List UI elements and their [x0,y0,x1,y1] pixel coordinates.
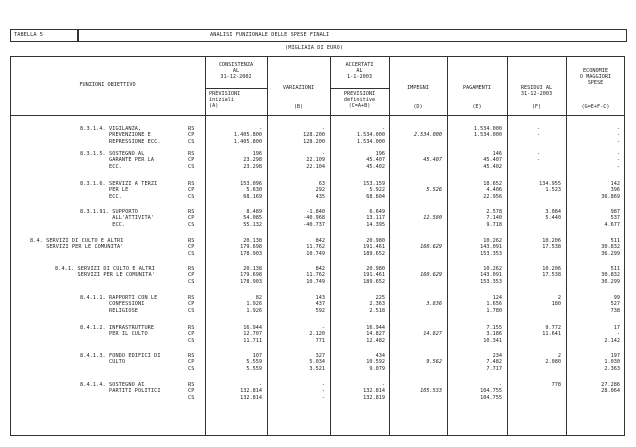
cell-b: 22.109 [306,157,325,164]
row-label: 8.4.1.2. INFRASTRUTTURE PER IL CULTO [80,325,155,338]
row-type: RS [188,126,195,132]
cell-a: - [258,126,262,132]
row-type: CS [188,138,195,145]
cell-b: 10.749 [306,250,325,257]
cell-c: 14.395 [366,221,385,228]
cell-b: 22.104 [306,163,325,170]
cell-b: 842 [315,266,325,272]
cell-e: 45.402 [483,163,502,170]
cell-b: 128.200 [303,132,325,139]
cell-a: 132.814 [240,394,262,401]
cell-c: - [381,382,385,388]
cell-a: 8.489 [246,209,262,215]
col-divider [507,56,508,436]
cell-b: 3.521 [309,365,325,372]
title-box [78,29,627,42]
cell-a: 1.926 [246,301,262,308]
cell-b: - [321,325,325,331]
cell-e: 1.534.000 [473,126,502,132]
cell-a: 16.944 [243,325,262,331]
cell-e: 1.656 [486,301,502,308]
cell-e: - [498,382,502,388]
cell-c: 189.652 [363,278,385,285]
row-type: CP [188,301,195,308]
cell-c: 14.827 [366,331,385,338]
header-impegni-code: (D) [413,104,423,110]
cell-e: 7.717 [486,365,502,372]
cell-c: 20.980 [366,266,385,272]
row-type: RS [188,181,195,187]
cell-c: 1.534.000 [356,138,385,145]
cell-e: 7.140 [486,215,502,222]
row-type: CS [188,394,195,401]
cell-b: 435 [315,193,325,200]
row-label: 8.3.1.5. SOSTEGNO AL GARANTE PER LA ECC. [80,151,155,170]
row-label: 8.4.1.3. FONDO EDIFICI DI CULTO [80,353,161,366]
row-type: RS [188,353,195,359]
cell-a: 5.630 [246,187,262,194]
cell-a: 178.903 [240,250,262,257]
cell-c: 1.534.000 [356,132,385,139]
row-label: 8.4. SERVIZI DI CULTO E ALTRI SERVIZI PER LE COMUNITA' [30,238,124,251]
row-type: RS [188,295,195,301]
cell-c: 5.922 [369,187,385,194]
row-type: CS [188,193,195,200]
header-variazioni: VARIAZIONI [282,85,315,91]
cell-c: 9.079 [369,365,385,372]
row-type: RS [188,209,195,215]
cell-c: 12.482 [366,337,385,344]
cell-e: 143.091 [480,244,502,251]
row-label: 8.3.1.91. SUPPORTO ALL'ATTIVITA' ECC. [80,209,155,228]
cell-b: -40.737 [303,221,325,228]
row-label: 8.3.1.4. VIGILANZA, PREVENZIONE E REPRESSIONE ECC. [80,126,161,145]
row-type: RS [188,151,195,157]
cell-b: 5.034 [309,359,325,366]
header-accertati: ACCERTATI AL 1-1-2003 [345,62,374,81]
header-economie-code: (G=E+F-C) [581,104,610,110]
col-divider [389,56,390,436]
cell-a: 82 [255,295,262,301]
row-type: CP [188,215,195,222]
cell-c: 13.117 [366,215,385,222]
cell-b: - [321,388,325,395]
cell-g: 36.869 [601,193,620,200]
cell-g: 17 [613,325,620,331]
cell-a: 153.096 [240,181,262,187]
cell-e: 10.262 [483,238,502,244]
row-type: CP [188,388,195,395]
header-economie: ECONOMIE O MAGGIORI SPESE [579,68,612,87]
cell-g: 30.832 [601,244,620,251]
row-type: RS [188,325,195,331]
cell-e: 22.956 [483,193,502,200]
cell-b: - [321,394,325,401]
cell-d: 9.562 [426,359,442,366]
cell-c: 16.944 [366,325,385,331]
header-residui: RESIDUI AL 31-12-2003 [520,85,553,98]
cell-e: 153.353 [480,250,502,257]
cell-g: 2.363 [604,365,620,372]
header-previsioni-iniziali: PREVISIONI iniziali (A) [209,91,241,110]
header-pagamenti: PAGAMENTI [462,85,492,91]
cell-d: 160.629 [420,244,442,251]
cell-g: 987 [610,209,620,215]
table-subtitle: (MIGLIAIA DI EURO) [285,45,344,51]
cell-g: - [616,126,620,132]
cell-d: 2.534.000 [413,132,442,139]
cell-d: 45.407 [423,157,442,164]
cell-g: 396 [610,187,620,194]
row-type: CP [188,331,195,338]
cell-e: 124 [492,295,502,301]
header-funzioni: FUNZIONI OBIETTIVO [79,82,136,88]
cell-c: 68.604 [366,193,385,200]
cell-b: 842 [315,238,325,244]
cell-f: - [536,151,540,157]
cell-a: 23.298 [243,157,262,164]
cell-g: 1.030 [604,359,620,366]
cell-f: 134.955 [539,181,561,187]
cell-b: - [321,151,325,157]
cell-a: 54.085 [243,215,262,222]
cell-c: 225 [375,295,385,301]
header-divider [10,115,625,116]
cell-a: 1.405.800 [233,138,262,145]
cell-a: 1.926 [246,307,262,314]
cell-f: 5.440 [545,215,561,222]
cell-a: 5.559 [246,365,262,372]
cell-g: 738 [610,307,620,314]
cell-g: - [616,163,620,170]
cell-e: 4.406 [486,187,502,194]
cell-f: 17.538 [542,244,561,251]
cell-c: 191.461 [363,272,385,279]
row-label: 8.4.1.1. RAPPORTI CON LE CONFESSIONI RELIGIOSE [80,295,158,314]
cell-e: 234 [492,353,502,359]
col-divider [566,56,567,436]
sub-divider [330,88,389,89]
row-type: CP [188,244,195,251]
cell-c: 2.518 [369,307,385,314]
cell-g: 30.832 [601,272,620,279]
cell-c: 45.407 [366,157,385,164]
cell-g: 537 [610,215,620,222]
cell-g: 2.142 [604,337,620,344]
cell-e: 7.482 [486,359,502,366]
cell-c: 2.363 [369,301,385,308]
cell-e: 143.091 [480,272,502,279]
col-divider [330,56,331,436]
cell-f: 2 [557,295,561,301]
cell-f: 3.084 [545,209,561,215]
cell-a: 68.169 [243,193,262,200]
cell-f: 17.538 [542,272,561,279]
cell-b: 437 [315,301,325,308]
header-previsioni-definitive: PREVISIONI definitive (C=A+B) [343,91,376,110]
cell-e: 153.353 [480,278,502,285]
cell-a: 132.814 [240,388,262,395]
cell-a: 178.903 [240,278,262,285]
col-divider [267,56,268,436]
cell-b: 2.120 [309,331,325,338]
row-label: 8.4.1.4. SOSTEGNO AI PARTITI POLITICI [80,382,161,395]
header-variazioni-code: (B) [293,104,304,110]
cell-g: - [616,132,620,139]
cell-a: 20.138 [243,238,262,244]
cell-a: 23.298 [243,163,262,170]
cell-c: 132.814 [363,388,385,395]
cell-b: 143 [315,295,325,301]
cell-b: 10.749 [306,278,325,285]
cell-e: 104.755 [480,394,502,401]
row-type: CS [188,221,195,228]
cell-e: 3.186 [486,331,502,338]
table-title: ANALISI FUNZIONALE DELLE SPESE FINALI [210,32,330,38]
cell-e: 45.407 [483,157,502,164]
cell-g: - [616,138,620,145]
row-label: 8.3.1.6. SERVIZI A TERZI PER LE ECC. [80,181,158,200]
cell-g: 511 [610,266,620,272]
row-type: CP [188,272,195,279]
cell-g: 4.677 [604,221,620,228]
cell-d: 5.526 [426,187,442,194]
cell-b: 11.762 [306,272,325,279]
cell-c: 189.652 [363,250,385,257]
cell-c: 153.159 [363,181,385,187]
col-divider [447,56,448,436]
cell-b: -1.840 [306,209,325,215]
cell-f: 778 [551,382,561,388]
cell-b: 11.762 [306,244,325,251]
cell-a: 179.698 [240,244,262,251]
cell-f: 2.080 [545,359,561,366]
cell-b: -40.968 [303,215,325,222]
row-type: CS [188,278,195,285]
header-residui-code: (F) [531,104,542,110]
cell-a: 5.559 [246,359,262,366]
cell-a: 107 [252,353,262,359]
cell-g: - [616,331,620,338]
col-divider [205,56,206,436]
cell-a: 55.132 [243,221,262,228]
row-type: CS [188,307,195,314]
cell-d: 14.827 [423,331,442,338]
row-type: CS [188,365,195,372]
cell-f: - [536,126,540,132]
header-consistenza: CONSISTENZA AL 31-12-2002 [218,62,254,81]
row-type: RS [188,238,195,244]
cell-a: 20.138 [243,266,262,272]
cell-d: 160.629 [420,272,442,279]
cell-e: 9.718 [486,221,502,228]
cell-c: 20.980 [366,238,385,244]
cell-f: - [536,157,540,164]
row-type: CP [188,132,195,139]
cell-c: - [381,126,385,132]
cell-b: 128.200 [303,138,325,145]
cell-g: 527 [610,301,620,308]
cell-e: 1.534.000 [473,132,502,139]
row-type: CS [188,250,195,257]
cell-a: - [258,382,262,388]
header-pagamenti-code: (E) [472,104,482,110]
sub-divider [205,88,267,89]
cell-f: 180 [551,301,561,308]
cell-f: 11.641 [542,331,561,338]
cell-a: 179.698 [240,272,262,279]
cell-c: 434 [375,353,385,359]
cell-f: 10.206 [542,238,561,244]
cell-b: 292 [315,187,325,194]
cell-f: 9.772 [545,325,561,331]
cell-g: - [616,157,620,164]
table-label: TABELLA 5 [14,32,44,38]
cell-c: 196 [375,151,385,157]
cell-d: 3.836 [426,301,442,308]
header-impegni: IMPEGNI [407,85,429,91]
cell-b: 771 [315,337,325,344]
cell-g: 28.064 [601,388,620,395]
cell-e: 1.780 [486,307,502,314]
cell-a: 1.405.800 [233,132,262,139]
cell-a: 12.707 [243,331,262,338]
row-type: RS [188,266,195,272]
row-type: CP [188,157,195,164]
cell-b: 327 [315,353,325,359]
cell-e: 2.578 [486,209,502,215]
row-type: CS [188,337,195,344]
cell-e: 146 [492,151,502,157]
cell-g: 197 [610,353,620,359]
cell-b: - [321,382,325,388]
cell-g: 36.299 [601,250,620,257]
cell-d: 12.580 [423,215,442,222]
cell-d: 105.533 [420,388,442,395]
cell-f: 2 [557,353,561,359]
cell-e: 10.341 [483,337,502,344]
cell-c: 191.461 [363,244,385,251]
cell-f: - [536,132,540,139]
cell-g: - [616,151,620,157]
cell-c: 132.819 [363,394,385,401]
row-label: 8.4.1. SERVIZI DI CULTO E ALTRI SERVIZI PER LE COMUNITA' [55,266,155,279]
cell-f: 1.523 [545,187,561,194]
cell-b: 592 [315,307,325,314]
cell-b: 63 [318,181,325,187]
cell-a: 196 [252,151,262,157]
cell-c: 10.592 [366,359,385,366]
cell-f: 10.206 [542,266,561,272]
cell-g: 99 [613,295,620,301]
cell-e: 18.652 [483,181,502,187]
cell-c: 6.649 [369,209,385,215]
cell-e: 104.755 [480,388,502,395]
cell-g: 27.286 [601,382,620,388]
row-type: CS [188,163,195,170]
cell-e: 7.155 [486,325,502,331]
row-type: CP [188,187,195,194]
cell-c: 45.402 [366,163,385,170]
cell-a: 11.711 [243,337,262,344]
row-type: RS [188,382,195,388]
cell-g: 142 [610,181,620,187]
row-type: CP [188,359,195,366]
cell-g: 511 [610,238,620,244]
cell-e: 10.262 [483,266,502,272]
cell-b: - [321,126,325,132]
cell-g: 36.299 [601,278,620,285]
